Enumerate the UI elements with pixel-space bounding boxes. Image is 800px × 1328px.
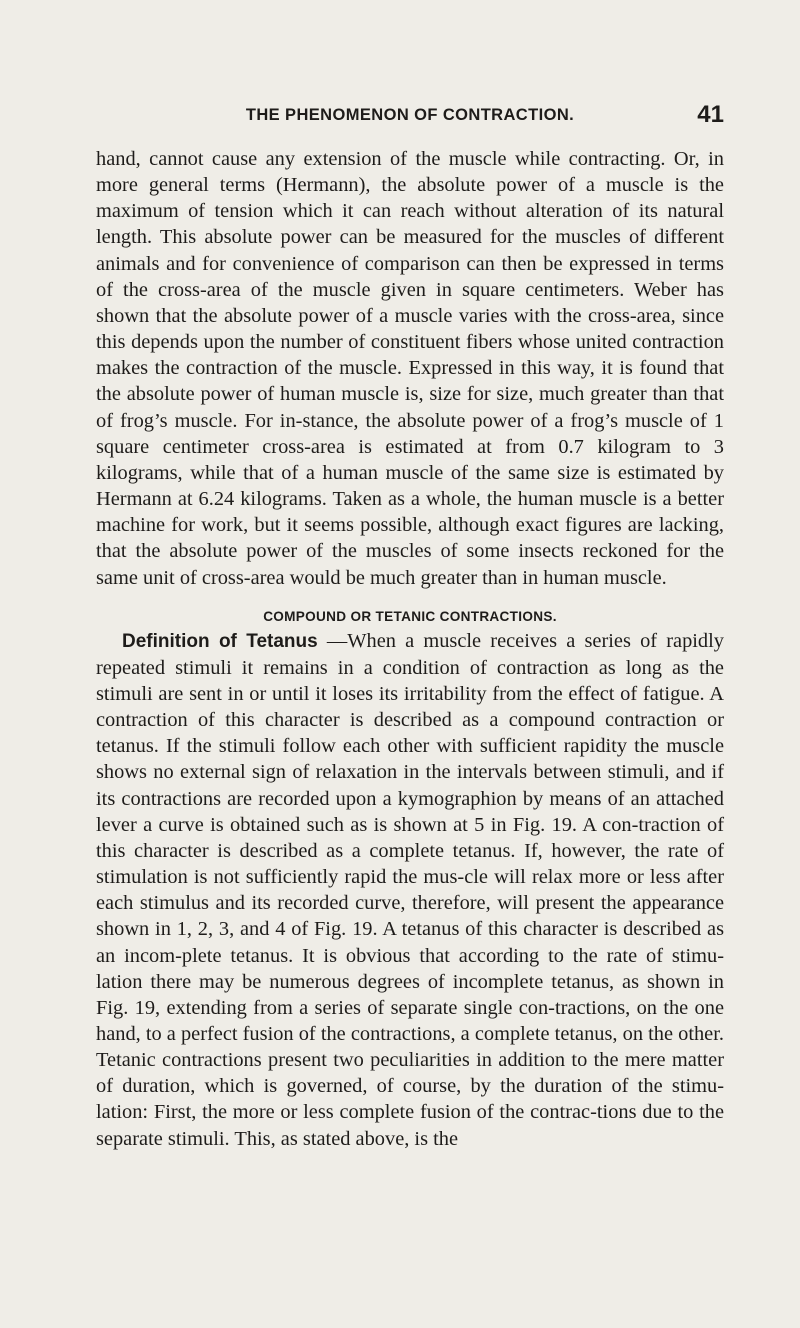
paragraph-absolute-power: hand, cannot cause any extension of the muscle while contracting. Or, in more general terms (Hermann), the absolute power of a muscle is the maximum of tension which it can reach without alteration of its natural length. This absolute power can be measured for the muscles of different animals and for convenience of comparison can then be expressed in terms of the cross-area of the muscle given in square centimeters. Weber has shown that the absolute power of a muscle varies with the cross-area, since this depends upon the number of constituent fibers whose united contraction makes the contraction of the muscle. Expressed in this way, it is found that the absolute power of human muscle is, size for size, much greater than that of frog’s muscle. For in-stance, the absolute power of a frog’s muscle of 1 square centimeter cross-area is estimated at from 0.7 kilogram to 3 kilograms, while that of a human muscle of the same size is estimated by Hermann at 6.24 kilograms. Taken as a whole, the human muscle is a better machine for work, but it seems possible, although exact figures are lacking, that the absolute power of the muscles of some insects reckoned for the same unit of cross-area would be much greater than in human muscle.: [96, 148, 724, 589]
paragraph-definition-of-tetanus: [96, 628, 724, 1152]
paragraph-body: —When a muscle receives a series of rapidly repeated stimuli it remains in a condition of contraction as long as the stimuli are sent in or until it loses its irritability from the effect of fatigue. A contraction of this character is described as a compound contraction or tetanus. If the stimuli follow each other with sufficient rapidity the muscle shows no external sign of relaxation in the intervals between stimuli, and if its contractions are recorded upon a kymographion by means of an attached lever a curve is obtained such as is shown at 5 in Fig. 19. A con-traction of this character is described as a complete tetanus. If, however, the rate of stimulation is not sufficiently rapid the mus-cle will relax more or less after each stimulus and its recorded curve, therefore, will present the appearance shown in 1, 2, 3, and 4 of Fig. 19. A tetanus of this character is described as an incom-plete tetanus. It is obvious that according to the rate of stimu-lation there may be numerous degrees of incomplete tetanus, as shown in Fig. 19, extending from a series of separate single con-tractions, on the one hand, to a perfect fusion of the contractions, a complete tetanus, on the other. Tetanic contractions present two peculiarities in addition to the mere matter of duration, which is governed, of course, by the duration of the stimu-lation: First, the more or less complete fusion of the contrac-tions due to the separate stimuli. This, as stated above, is the: [96, 629, 724, 1150]
page-number: 41: [697, 101, 724, 128]
book-page: [96, 101, 724, 1152]
section-heading: COMPOUND OR TETANIC CONTRACTIONS.: [263, 608, 557, 624]
run-in-heading: Definition of Tetanus: [122, 630, 318, 652]
running-title: THE PHENOMENON OF CONTRACTION.: [245, 106, 575, 124]
running-head: [96, 101, 724, 136]
